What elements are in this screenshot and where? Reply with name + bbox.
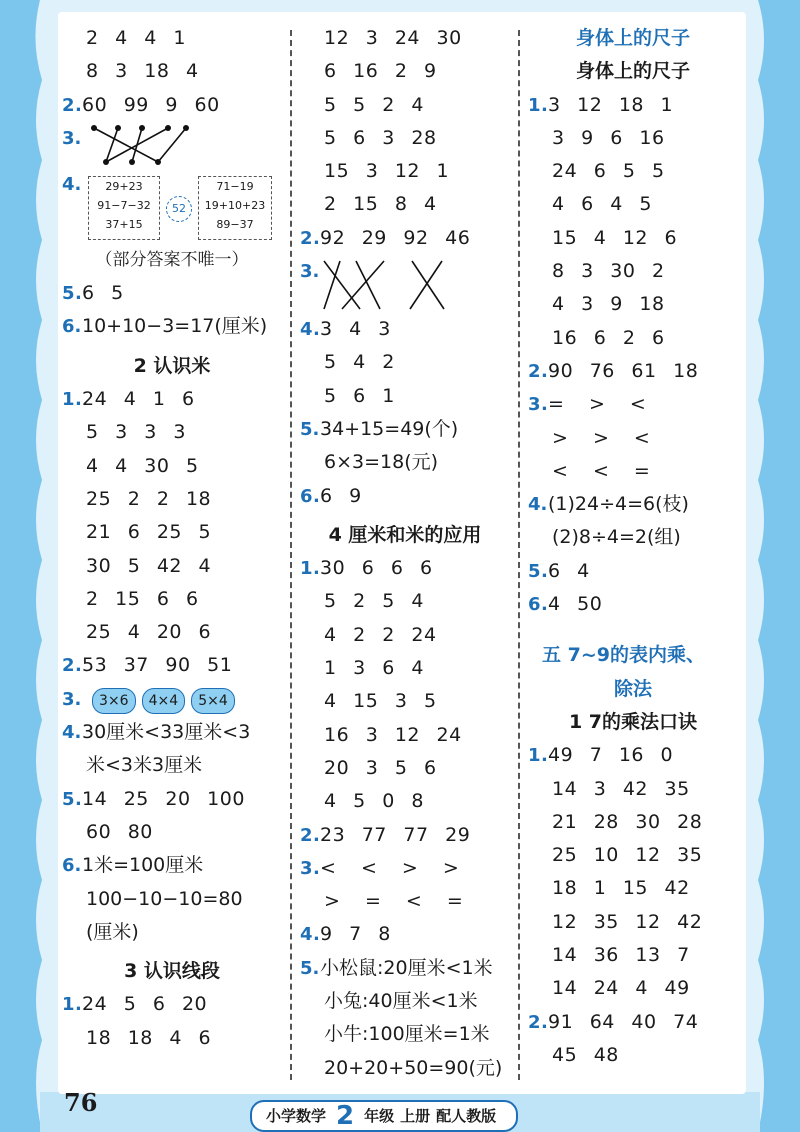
answer-line: 4 5 0 8: [324, 790, 424, 813]
answer-line: (厘米): [86, 920, 139, 943]
question-number: 3.: [300, 857, 321, 879]
unit-title: 五 7~9的表内乘、: [542, 644, 705, 667]
section-title: 2 认识米: [133, 354, 211, 377]
question-number: 5.: [62, 283, 83, 305]
cloud-answer: 4×4: [142, 688, 186, 714]
question-number: 5.: [300, 418, 320, 440]
grade-number: 2: [336, 1101, 355, 1131]
section-title: 身体上的尺子: [575, 27, 690, 49]
question-5: [300, 952, 510, 985]
subject-label: 小学数学: [266, 1107, 327, 1125]
answer-line: 小牛:100厘米=1米: [324, 1023, 490, 1046]
answer-line: 5 6 3 28: [324, 126, 437, 149]
answer-text: (1)24÷4=6(枝): [548, 493, 689, 516]
answer-line: 4 6 4 5: [552, 193, 652, 216]
answer-text: 6 5: [82, 282, 124, 305]
question-5: [62, 783, 282, 816]
question-6: [62, 849, 282, 882]
cloud-answer: 3×6: [92, 688, 136, 714]
column-divider: [518, 30, 520, 1080]
answer-line: 8 3 18 4: [86, 60, 199, 83]
answer-line: 4 3 9 18: [552, 293, 665, 316]
question-number: 1.: [62, 994, 83, 1016]
answer-line: 25 10 12 35: [552, 844, 703, 867]
column-divider: [290, 30, 292, 1080]
question-number: 2.: [62, 655, 83, 677]
answer-column-1: [62, 22, 282, 1055]
answer-line: 米<3米3厘米: [86, 754, 203, 777]
answer-line: 20 3 5 6: [324, 756, 437, 779]
answer-line: 21 28 30 28: [552, 810, 703, 833]
answer-text: 1米=100厘米: [82, 854, 204, 877]
answer-text: 53 37 90 51: [82, 654, 233, 677]
answer-line: 21 6 25 5: [86, 521, 212, 544]
question-3: [62, 683, 282, 716]
section-title: 4 厘米和米的应用: [328, 523, 482, 546]
note-answers-not-unique: （部分答案不唯一）: [95, 249, 249, 270]
answer-text: 23 77 77 29: [320, 823, 471, 846]
answer-line: 14 3 42 35: [552, 777, 690, 800]
question-4: [528, 488, 738, 521]
answer-text: 10+10−3=17(厘米): [82, 315, 268, 338]
question-number: 4.: [528, 494, 548, 516]
question-6: [300, 480, 510, 513]
question-4: [300, 918, 510, 951]
answer-line: 15 4 12 6: [552, 226, 678, 249]
question-5: [528, 555, 738, 588]
answer-line: 8 3 30 2: [552, 260, 665, 283]
answer-line: 60 80: [86, 820, 153, 843]
answer-line: 5 4 2: [324, 351, 395, 374]
expression: 19+10+23: [204, 198, 266, 212]
answer-line: 14 24 4 49: [552, 977, 690, 1000]
question-number: 2.: [62, 94, 83, 116]
book-info-badge: [250, 1100, 518, 1132]
answer-line: 6×3=18(元): [324, 451, 439, 474]
answer-line: 25 4 20 6: [86, 621, 212, 644]
answer-line: 15 3 12 1: [324, 160, 450, 183]
answer-text: 24 4 1 6: [82, 388, 195, 411]
question-3: [300, 852, 510, 885]
question-number: 6.: [528, 594, 549, 616]
answer-line: 5 3 3 3: [86, 421, 186, 444]
question-number: 4.: [300, 924, 321, 946]
answer-line: (2)8÷4=2(组): [552, 526, 681, 549]
question-number: 1.: [300, 558, 321, 580]
answer-line: > > <: [552, 426, 651, 449]
question-2: [62, 89, 282, 122]
answer-line: 16 3 12 24: [324, 723, 462, 746]
crossing-lines-figure: [320, 259, 450, 311]
question-2: [62, 649, 282, 682]
question-1: [528, 739, 738, 772]
question-3: [528, 388, 738, 421]
question-number: 2.: [300, 227, 321, 249]
answer-text: 9 7 8: [320, 923, 391, 946]
answer-line: 1 3 6 4: [324, 657, 424, 680]
unit-title: 除法: [613, 677, 652, 700]
question-1: [62, 988, 282, 1021]
question-5: [300, 413, 510, 446]
answer-line: 2 15 6 6: [86, 587, 199, 610]
answer-column-2: [300, 22, 510, 1085]
answer-text: 3 4 3: [320, 318, 391, 341]
matching-lines-figure: [88, 124, 198, 166]
question-2: [528, 355, 738, 388]
answer-text: 30厘米<33厘米<3: [82, 721, 251, 744]
answer-line: 5 6 1: [324, 384, 395, 407]
answer-text: 92 29 92 46: [320, 226, 471, 249]
question-number: 1.: [62, 389, 83, 411]
answer-line: 25 2 2 18: [86, 487, 212, 510]
question-1: [528, 89, 738, 122]
right-expression-box: [198, 176, 272, 240]
question-number: 2.: [528, 1011, 549, 1033]
question-number: 5.: [300, 957, 320, 979]
question-3: [300, 255, 510, 313]
answer-line: 5 2 5 4: [324, 590, 424, 613]
question-number: 5.: [528, 560, 549, 582]
question-number: 6.: [300, 485, 321, 507]
answer-line: 18 18 4 6: [86, 1026, 212, 1049]
expression: 37+15: [105, 217, 143, 231]
answer-text: 34+15=49(个): [320, 417, 459, 440]
question-number: 3.: [300, 261, 320, 283]
question-1: [300, 552, 510, 585]
question-number: 1.: [528, 94, 549, 116]
answer-text: = > <: [548, 393, 647, 416]
answer-text: 91 64 40 74: [548, 1010, 699, 1033]
question-number: 2.: [528, 360, 549, 382]
answer-line: 5 5 2 4: [324, 93, 424, 116]
question-6: [528, 588, 738, 621]
page-number: 76: [64, 1088, 98, 1117]
question-number: 1.: [528, 745, 549, 767]
question-2: [300, 819, 510, 852]
question-3: [62, 122, 282, 168]
answer-text: 6 4: [548, 559, 590, 582]
question-1: [62, 383, 282, 416]
answer-text: 14 25 20 100: [82, 787, 245, 810]
center-number-badge: 52: [166, 196, 192, 222]
answer-line: 3 9 6 16: [552, 126, 665, 149]
expression: 91−7−32: [97, 198, 151, 212]
question-2: [528, 1006, 738, 1039]
expression: 89−37: [216, 217, 254, 231]
answer-text: 4 50: [548, 593, 603, 616]
section-title: 身体上的尺子: [575, 60, 690, 83]
cloud-answer: 5×4: [191, 688, 235, 714]
question-number: 3.: [62, 127, 82, 149]
answer-line: 30 5 42 4: [86, 554, 212, 577]
answer-line: 4 2 2 24: [324, 623, 437, 646]
answer-line: 4 15 3 5: [324, 690, 437, 713]
answer-line: 12 35 12 42: [552, 910, 703, 933]
answer-line: 14 36 13 7: [552, 944, 690, 967]
question-4: [300, 313, 510, 346]
answer-line: 12 3 24 30: [324, 27, 462, 49]
answer-line: 2 15 8 4: [324, 193, 437, 216]
answer-line: 100−10−10=80: [86, 887, 243, 910]
question-number: 6.: [62, 316, 82, 338]
answer-text: 6 9: [320, 484, 362, 507]
edition-label: 配人教版: [436, 1107, 497, 1125]
answer-line: 小兔:40厘米<1米: [324, 990, 478, 1013]
question-6: [62, 310, 282, 343]
answer-text: 49 7 16 0: [548, 744, 674, 767]
answer-line: 20+20+50=90(元): [324, 1056, 503, 1079]
left-expression-box: [88, 176, 160, 240]
answer-text: 3 12 18 1: [548, 93, 674, 116]
question-4: [62, 168, 282, 244]
answer-line: > = < =: [324, 890, 464, 913]
question-4: [62, 716, 282, 749]
question-number: 4.: [62, 173, 82, 195]
section-title: 3 认识线段: [124, 960, 220, 983]
answer-line: 2 4 4 1: [86, 27, 186, 49]
question-number: 5.: [62, 788, 83, 810]
question-number: 3.: [62, 688, 82, 710]
answer-text: 60 99 9 60: [82, 93, 220, 116]
answer-line: 16 6 2 6: [552, 326, 665, 349]
question-number: 4.: [300, 319, 321, 341]
answer-line: 6 16 2 9: [324, 60, 437, 83]
answer-line: 24 6 5 5: [552, 160, 665, 183]
section-title: 1 7的乘法口诀: [568, 710, 698, 733]
expression: 29+23: [105, 179, 143, 193]
question-number: 3.: [528, 394, 549, 416]
answer-text: 24 5 6 20: [82, 993, 208, 1016]
expression: 71−19: [216, 179, 254, 193]
answer-line: 4 4 30 5: [86, 454, 199, 477]
answer-column-3: [528, 22, 738, 1072]
answer-text: 小松鼠:20厘米<1米: [320, 956, 493, 979]
answer-line: 18 1 15 42: [552, 877, 690, 900]
question-5: [62, 277, 282, 310]
question-2: [300, 222, 510, 255]
answer-text: 30 6 6 6: [320, 557, 433, 580]
answer-text: 90 76 61 18: [548, 359, 699, 382]
answer-text: < < > >: [320, 856, 460, 879]
answer-line: 45 48: [552, 1043, 619, 1066]
question-number: 4.: [62, 722, 82, 744]
grade-label: 年级: [364, 1107, 395, 1125]
question-number: 2.: [300, 824, 321, 846]
volume-label: 上册: [400, 1107, 431, 1125]
answer-line: < < =: [552, 459, 651, 482]
question-number: 6.: [62, 855, 82, 877]
